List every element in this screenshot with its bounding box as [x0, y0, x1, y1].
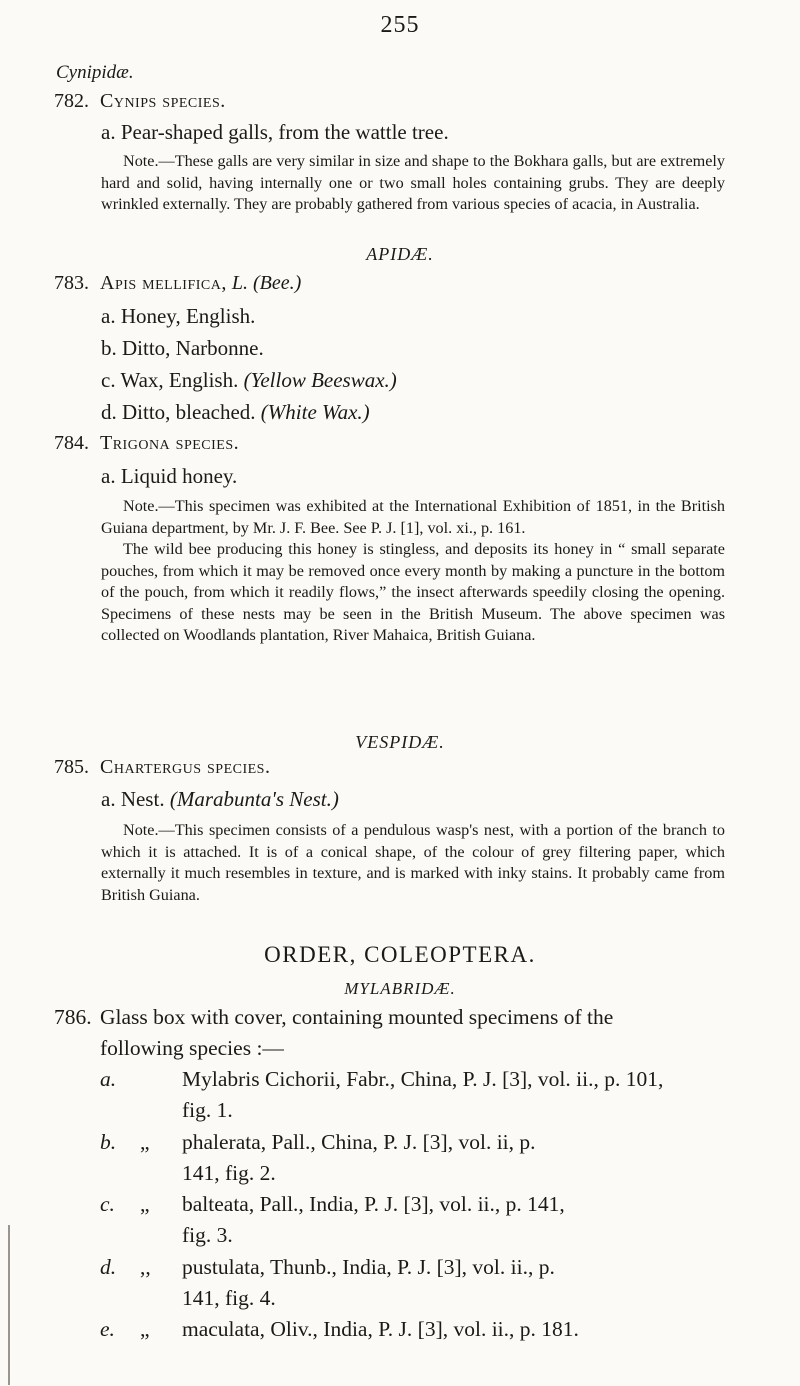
species-item — [100, 1255, 555, 1280]
page-number: 255 — [380, 12, 420, 38]
species-text: Mylabris Cichorii, Fabr., China, P. J. [3], vol. ii., p. 101, — [182, 1067, 664, 1091]
species-letter: c. — [100, 1192, 115, 1216]
item-text: a. Nest. — [101, 787, 165, 811]
species-text-continued: 141, fig. 4. — [182, 1285, 276, 1310]
order-heading: ORDER, COLEOPTERA. — [264, 942, 536, 967]
margin-shadow — [8, 1225, 10, 1385]
species-letter: e. — [100, 1317, 115, 1341]
entry-786 — [54, 1005, 613, 1030]
entry-783-item-d — [101, 400, 370, 425]
entry-785 — [54, 756, 270, 779]
family-heading-apidae: APIDÆ. — [366, 244, 434, 264]
species-item — [100, 1317, 579, 1342]
entry-title: Cynips species. — [100, 90, 226, 112]
family-heading-cynipidae: Cynipidæ. — [56, 62, 134, 83]
species-item — [100, 1067, 663, 1092]
entry-title: Chartergus species. — [100, 756, 271, 778]
species-text: balteata, Pall., India, P. J. [3], vol. ii., p. 141, — [182, 1192, 565, 1216]
item-alt-name: (White Wax.) — [260, 400, 370, 424]
species-text-continued: fig. 3. — [182, 1223, 233, 1247]
item-text: d. Ditto, bleached. — [101, 400, 256, 424]
family-heading-vespidae: VESPIDÆ. — [355, 732, 445, 752]
note-text: Note.—These galls are very similar in size and shape to the Bokhara galls, but are extremely hard and solid, having internally one or two small holes containing grubs. They are deeply wrinkled externally. They are probably gathered from various species of acacia, in Australia. — [101, 152, 725, 213]
entry-783-item-c — [101, 368, 397, 393]
entry-785-item-a — [101, 787, 339, 812]
entry-number: 783. — [54, 272, 89, 294]
entry-784-note — [101, 496, 725, 647]
entry-783 — [54, 272, 301, 295]
ditto-mark: „ — [140, 1317, 150, 1341]
entry-782-note — [101, 151, 725, 216]
ditto-mark: „ — [140, 1129, 150, 1154]
ditto-mark: „ — [140, 1192, 150, 1216]
entry-783-item-a: a. Honey, English. — [101, 304, 256, 328]
species-item — [100, 1192, 565, 1217]
species-text: pustulata, Thunb., India, P. J. [3], vol. ii., p. — [182, 1254, 555, 1279]
entry-783-item-b: b. Ditto, Narbonne. — [101, 336, 264, 360]
note-text-continued: The wild bee producing this honey is stingless, and deposits its honey in “ small separate pouches, from which it may be removed once every month by making a puncture in the bottom of the pouch, from which it readily flows,” the insect afterwards speedily closing the opening. Specimens of these nests may be seen in the British Museum. The above specimen was collected on Woodlands plantation, River Mahaica, British Guiana. — [101, 540, 725, 644]
note-text: Note.—This specimen was exhibited at the International Exhibition of 1851, in the British Guiana department, by Mr. J. F. Bee. See P. J. [1], vol. xi., p. 161. — [101, 497, 725, 537]
species-letter: d. — [100, 1254, 117, 1279]
species-item — [100, 1130, 536, 1155]
entry-common-name: (Bee.) — [252, 272, 302, 294]
species-letter: a. — [100, 1067, 117, 1091]
entry-784 — [54, 432, 239, 455]
entry-number: 786. — [54, 1005, 92, 1029]
family-heading-mylabridae: MYLABRIDÆ. — [344, 979, 456, 998]
ditto-mark: ,, — [140, 1254, 151, 1279]
entry-785-note — [101, 820, 725, 906]
item-text: c. Wax, English. — [101, 368, 239, 392]
entry-number: 782. — [54, 90, 89, 112]
entry-782-item-a: a. Pear-shaped galls, from the wattle tree. — [101, 120, 449, 144]
species-text: maculata, Oliv., India, P. J. [3], vol. ii., p. 181. — [182, 1317, 579, 1341]
species-letter: b. — [100, 1129, 117, 1154]
entry-title: Apis mellifica, — [100, 272, 227, 294]
species-text-continued: fig. 1. — [182, 1098, 233, 1122]
entry-number: 785. — [54, 756, 89, 778]
entry-number: 784. — [54, 432, 89, 454]
entry-authority: L. — [231, 272, 248, 294]
entry-title: Trigona species. — [100, 432, 240, 454]
entry-782 — [54, 90, 226, 113]
species-text-continued: 141, fig. 2. — [182, 1160, 276, 1185]
species-text: phalerata, Pall., China, P. J. [3], vol. ii, p. — [182, 1129, 536, 1154]
note-text: Note.—This specimen consists of a pendulous wasp's nest, with a portion of the branch to which it is attached. It is of a conical shape, of the colour of grey filtering paper, which externally it much resembles in texture, and is marked with inky stains. It probably came from British Guiana. — [101, 821, 725, 904]
entry-description: Glass box with cover, containing mounted specimens of the — [100, 1005, 614, 1029]
item-alt-name: (Yellow Beeswax.) — [243, 368, 397, 392]
entry-784-item-a: a. Liquid honey. — [101, 464, 238, 488]
entry-786-description-cont: following species :— — [100, 1036, 284, 1060]
item-alt-name: (Marabunta's Nest.) — [169, 787, 339, 811]
